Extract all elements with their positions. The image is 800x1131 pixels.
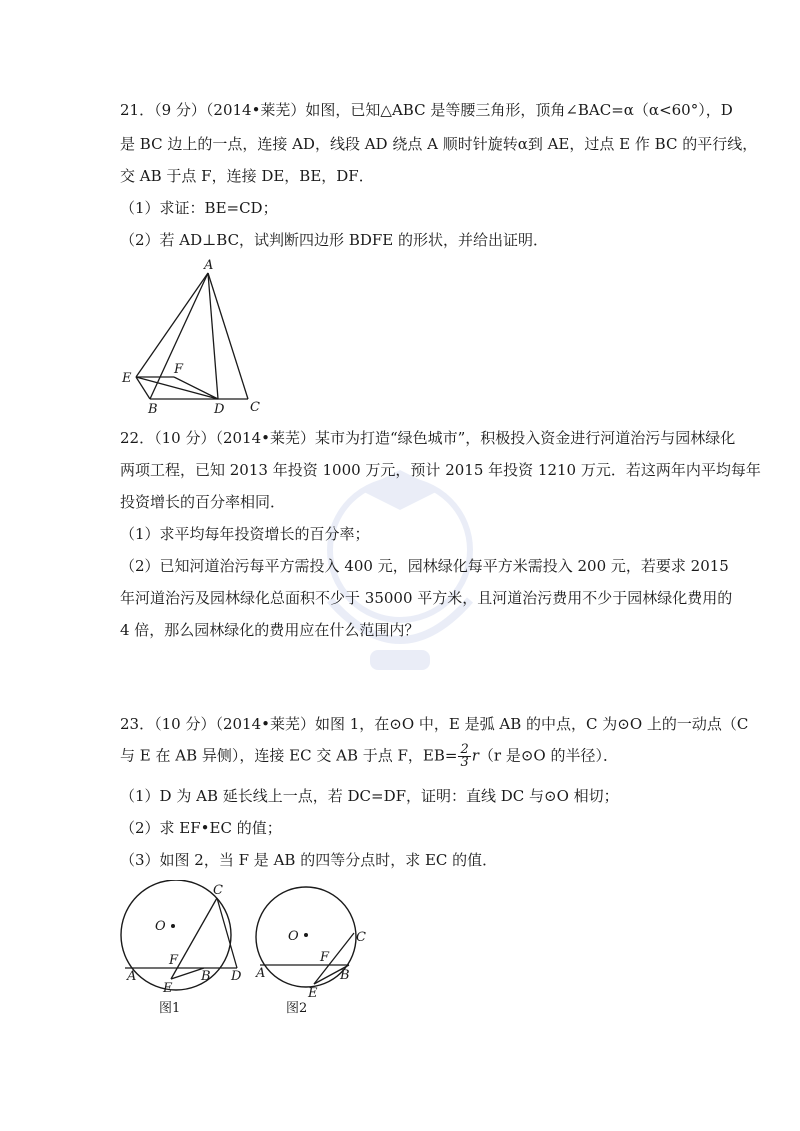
figure-1-caption: 图1 [159, 1001, 181, 1016]
q23-part-3: （3）如图 2，当 F 是 AB 的四等分点时，求 EC 的值． [120, 851, 498, 869]
fraction-numerator: 2 [460, 742, 469, 757]
label-a: A [127, 969, 137, 984]
label-e: E [163, 981, 173, 996]
figure-2-caption: 图2 [286, 1001, 308, 1016]
q23-part-2: （2）求 EF•EC 的值； [120, 819, 282, 837]
q21-stem-line-2: 是 BC 边上的一点，连接 AD，线段 AD 绕点 A 顺时针旋转α到 AE，过点 E 作 BC 的平行线， [120, 135, 758, 153]
label-b: B [201, 969, 211, 984]
q23-stem-line-2 [120, 744, 618, 769]
q21-part-1: （1）求证：BE=CD； [120, 199, 278, 217]
label-d: D [231, 969, 242, 984]
label-o: O [155, 919, 166, 934]
q22-stem-line-3: 投资增长的百分率相同． [120, 493, 286, 511]
label-b: B [340, 968, 350, 983]
q22-stem-line-2: 两项工程，已知 2013 年投资 1000 万元，预计 2015 年投资 1210 万元．若这两年内平均每年 [120, 461, 761, 479]
label-b: B [148, 402, 158, 417]
label-f: F [169, 953, 179, 968]
radius-symbol: r [471, 746, 479, 765]
label-c: C [250, 400, 260, 415]
q22-stem-line-1: 22．（10 分）（2014•莱芜）某市为打造“绿色城市”，积极投入资金进行河道治污与园林绿化 [120, 429, 736, 447]
q23-stem-line-2-start: 与 E 在 AB 异侧），连接 EC 交 AB 于点 F，EB= [120, 746, 458, 765]
q21-stem-line-3: 交 AB 于点 F，连接 DE，BE，DF． [120, 167, 374, 185]
label-f: F [320, 950, 330, 965]
q22-part-2-line-1: （2）已知河道治污每平方需投入 400 元，园林绿化每平方米需投入 200 元，若要求 2015 [120, 557, 729, 575]
q23-stem-line-2-end: （r 是⊙O 的半径）． [478, 746, 618, 765]
q23-figure-2 [250, 885, 380, 1020]
label-a: A [204, 258, 214, 273]
label-e: E [308, 986, 318, 1001]
q21-stem-line-1: 21．（9 分）（2014•莱芜）如图，已知△ABC 是等腰三角形，顶角∠BAC=α（α<60°），D [120, 101, 733, 119]
label-f: F [174, 362, 184, 377]
label-d: D [214, 402, 225, 417]
label-c: C [213, 883, 223, 898]
q21-part-2: （2）若 AD⊥BC，试判断四边形 BDFE 的形状，并给出证明． [120, 231, 549, 249]
fraction-two-thirds [458, 744, 470, 769]
q21-triangle-figure [110, 255, 270, 420]
label-e: E [122, 371, 132, 386]
q23-part-1: （1）D 为 AB 延长线上一点，若 DC=DF，证明：直线 DC 与⊙O 相切； [120, 787, 619, 805]
q22-part-2-line-2: 年河道治污及园林绿化总面积不少于 35000 平方米，且河道治污费用不少于园林绿化费用的 [120, 589, 733, 607]
q23-figure-1 [115, 880, 255, 1020]
q22-part-2-line-3: 4 倍，那么园林绿化的费用应在什么范围内？ [120, 621, 420, 639]
label-o: O [288, 929, 299, 944]
q23-stem-line-1: 23．（10 分）（2014•莱芜）如图 1，在⊙O 中，E 是弧 AB 的中点，C 为⊙O 上的一动点（C [120, 715, 749, 733]
q22-part-1: （1）求平均每年投资增长的百分率； [120, 525, 370, 543]
fraction-denominator: 3 [460, 755, 469, 770]
label-a: A [256, 966, 266, 981]
label-c: C [356, 930, 366, 945]
